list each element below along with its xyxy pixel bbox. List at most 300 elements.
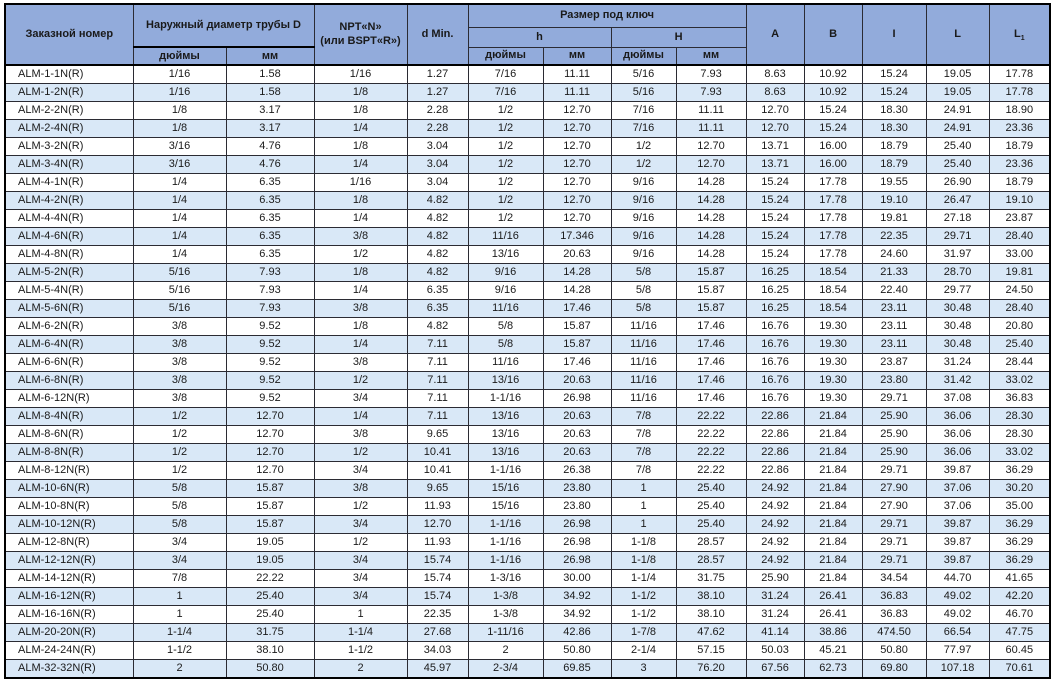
value-cell: 22.22 (676, 462, 746, 480)
value-cell: 1-1/16 (468, 516, 543, 534)
value-cell: 7.11 (407, 390, 468, 408)
value-cell: 3.17 (226, 120, 314, 138)
value-cell: 7.93 (676, 84, 746, 102)
order-number-cell: ALM-10-6N(R) (5, 480, 133, 498)
value-cell: 1/2 (133, 444, 226, 462)
value-cell: 31.97 (926, 246, 989, 264)
value-cell: 13/16 (468, 426, 543, 444)
value-cell: 1/4 (314, 210, 407, 228)
value-cell: 34.92 (543, 588, 611, 606)
value-cell: 21.84 (804, 426, 862, 444)
value-cell: 5/8 (468, 318, 543, 336)
table-row (5, 552, 1050, 570)
value-cell: 36.83 (862, 606, 926, 624)
value-cell: 5/8 (611, 300, 676, 318)
value-cell: 16.76 (746, 372, 804, 390)
value-cell: 22.22 (226, 570, 314, 588)
value-cell: 1/2 (611, 138, 676, 156)
value-cell: 1/4 (133, 174, 226, 192)
value-cell: 38.86 (804, 624, 862, 642)
value-cell: 17.46 (543, 354, 611, 372)
value-cell: 21.84 (804, 408, 862, 426)
value-cell: 3/8 (314, 228, 407, 246)
value-cell: 3/8 (133, 354, 226, 372)
table-row (5, 65, 1050, 84)
value-cell: 18.90 (989, 102, 1050, 120)
value-cell: 10.41 (407, 462, 468, 480)
table-row (5, 660, 1050, 679)
value-cell: 46.70 (989, 606, 1050, 624)
value-cell: 5/16 (611, 84, 676, 102)
order-number-cell: ALM-16-12N(R) (5, 588, 133, 606)
order-number-cell: ALM-6-8N(R) (5, 372, 133, 390)
value-cell: 7/16 (611, 102, 676, 120)
value-cell: 6.35 (407, 300, 468, 318)
value-cell: 29.71 (862, 462, 926, 480)
value-cell: 13/16 (468, 408, 543, 426)
value-cell: 22.86 (746, 462, 804, 480)
value-cell: 1/2 (468, 138, 543, 156)
value-cell: 1/8 (133, 120, 226, 138)
table-row (5, 138, 1050, 156)
value-cell: 1 (314, 606, 407, 624)
value-cell: 11.11 (543, 65, 611, 84)
value-cell: 15.24 (746, 192, 804, 210)
value-cell: 22.86 (746, 408, 804, 426)
value-cell: 24.91 (926, 120, 989, 138)
value-cell: 21.84 (804, 570, 862, 588)
table-row (5, 444, 1050, 462)
value-cell: 30.48 (926, 300, 989, 318)
header-outer-diameter: Наружный диаметр трубы D (133, 4, 314, 47)
value-cell: 38.10 (676, 606, 746, 624)
value-cell: 30.00 (543, 570, 611, 588)
value-cell: 19.55 (862, 174, 926, 192)
value-cell: 16.00 (804, 138, 862, 156)
value-cell: 12.70 (543, 192, 611, 210)
value-cell: 1/2 (468, 102, 543, 120)
value-cell: 27.18 (926, 210, 989, 228)
value-cell: 17.46 (676, 372, 746, 390)
value-cell: 7.93 (226, 282, 314, 300)
value-cell: 11.11 (543, 84, 611, 102)
table-row (5, 408, 1050, 426)
table-row (5, 606, 1050, 624)
header-col-a: A (746, 4, 804, 65)
value-cell: 10.92 (804, 65, 862, 84)
table-header (5, 4, 1050, 65)
value-cell: 49.02 (926, 606, 989, 624)
value-cell: 19.05 (926, 65, 989, 84)
value-cell: 25.40 (926, 156, 989, 174)
value-cell: 1/16 (314, 174, 407, 192)
order-number-cell: ALM-8-6N(R) (5, 426, 133, 444)
value-cell: 11/16 (611, 336, 676, 354)
value-cell: 1-7/8 (611, 624, 676, 642)
value-cell: 21.84 (804, 552, 862, 570)
value-cell: 36.06 (926, 408, 989, 426)
value-cell: 42.20 (989, 588, 1050, 606)
value-cell: 20.63 (543, 444, 611, 462)
value-cell: 10.41 (407, 444, 468, 462)
value-cell: 15/16 (468, 480, 543, 498)
value-cell: 24.92 (746, 480, 804, 498)
header-hbig-inches: дюймы (611, 47, 676, 65)
value-cell: 18.54 (804, 264, 862, 282)
value-cell: 30.48 (926, 318, 989, 336)
value-cell: 33.02 (989, 372, 1050, 390)
value-cell: 12.70 (746, 120, 804, 138)
fittings-dimension-table-container (4, 3, 1051, 679)
value-cell: 11.93 (407, 498, 468, 516)
value-cell: 1/2 (314, 246, 407, 264)
value-cell: 36.29 (989, 516, 1050, 534)
table-row (5, 84, 1050, 102)
value-cell: 1/2 (133, 408, 226, 426)
value-cell: 11/16 (611, 318, 676, 336)
value-cell: 1 (133, 588, 226, 606)
value-cell: 19.30 (804, 318, 862, 336)
order-number-cell: ALM-4-1N(R) (5, 174, 133, 192)
value-cell: 12.70 (543, 120, 611, 138)
value-cell: 1/8 (314, 84, 407, 102)
value-cell: 16.76 (746, 390, 804, 408)
value-cell: 16.76 (746, 336, 804, 354)
value-cell: 15.87 (676, 264, 746, 282)
value-cell: 17.346 (543, 228, 611, 246)
value-cell: 1/16 (314, 65, 407, 84)
table-row (5, 174, 1050, 192)
value-cell: 3/8 (314, 480, 407, 498)
header-d-mm: мм (226, 47, 314, 65)
value-cell: 15.24 (862, 84, 926, 102)
value-cell: 4.82 (407, 246, 468, 264)
value-cell: 5/8 (133, 480, 226, 498)
value-cell: 5/16 (133, 300, 226, 318)
value-cell: 21.84 (804, 516, 862, 534)
value-cell: 17.78 (804, 192, 862, 210)
value-cell: 7/16 (611, 120, 676, 138)
value-cell: 1/2 (468, 156, 543, 174)
value-cell: 36.06 (926, 426, 989, 444)
order-number-cell: ALM-10-8N(R) (5, 498, 133, 516)
value-cell: 57.15 (676, 642, 746, 660)
value-cell: 3/4 (314, 588, 407, 606)
value-cell: 26.90 (926, 174, 989, 192)
value-cell: 12.70 (543, 102, 611, 120)
value-cell: 3.04 (407, 174, 468, 192)
value-cell: 38.10 (676, 588, 746, 606)
value-cell: 24.92 (746, 516, 804, 534)
value-cell: 7/8 (611, 426, 676, 444)
value-cell: 62.73 (804, 660, 862, 679)
value-cell: 1-1/2 (611, 606, 676, 624)
header-col-l1 (989, 4, 1050, 65)
value-cell: 36.83 (862, 588, 926, 606)
value-cell: 28.40 (989, 300, 1050, 318)
value-cell: 6.35 (226, 246, 314, 264)
order-number-cell: ALM-6-6N(R) (5, 354, 133, 372)
value-cell: 5/16 (611, 65, 676, 84)
order-number-cell: ALM-4-2N(R) (5, 192, 133, 210)
value-cell: 21.84 (804, 498, 862, 516)
value-cell: 1-1/4 (133, 624, 226, 642)
value-cell: 1.58 (226, 65, 314, 84)
value-cell: 12.70 (226, 462, 314, 480)
value-cell: 7/8 (611, 444, 676, 462)
value-cell: 2 (468, 642, 543, 660)
value-cell: 14.28 (676, 192, 746, 210)
value-cell: 18.79 (989, 138, 1050, 156)
value-cell: 23.36 (989, 156, 1050, 174)
value-cell: 19.05 (926, 84, 989, 102)
value-cell: 31.75 (226, 624, 314, 642)
header-col-l1-subscript: 1 (1020, 35, 1025, 43)
value-cell: 6.35 (226, 228, 314, 246)
order-number-cell: ALM-16-16N(R) (5, 606, 133, 624)
table-row (5, 498, 1050, 516)
order-number-cell: ALM-32-32N(R) (5, 660, 133, 679)
value-cell: 2-1/4 (611, 642, 676, 660)
value-cell: 4.82 (407, 318, 468, 336)
value-cell: 14.28 (676, 210, 746, 228)
value-cell: 31.24 (926, 354, 989, 372)
header-npt (314, 4, 407, 65)
value-cell: 31.24 (746, 606, 804, 624)
value-cell: 41.14 (746, 624, 804, 642)
value-cell: 15.87 (226, 498, 314, 516)
value-cell: 17.46 (676, 318, 746, 336)
value-cell: 21.84 (804, 480, 862, 498)
order-number-cell: ALM-14-12N(R) (5, 570, 133, 588)
value-cell: 19.10 (862, 192, 926, 210)
value-cell: 21.33 (862, 264, 926, 282)
value-cell: 15.87 (676, 282, 746, 300)
value-cell: 1/4 (314, 282, 407, 300)
value-cell: 25.40 (226, 588, 314, 606)
value-cell: 20.63 (543, 408, 611, 426)
value-cell: 25.40 (926, 138, 989, 156)
value-cell: 37.08 (926, 390, 989, 408)
value-cell: 4.82 (407, 228, 468, 246)
value-cell: 26.98 (543, 534, 611, 552)
value-cell: 24.92 (746, 552, 804, 570)
order-number-cell: ALM-1-2N(R) (5, 84, 133, 102)
value-cell: 7.11 (407, 354, 468, 372)
value-cell: 12.70 (676, 156, 746, 174)
value-cell: 15.24 (746, 174, 804, 192)
value-cell: 1-1/2 (133, 642, 226, 660)
table-row (5, 462, 1050, 480)
value-cell: 1/4 (133, 228, 226, 246)
header-order-number: Заказной номер (5, 4, 133, 65)
value-cell: 42.86 (543, 624, 611, 642)
value-cell: 29.77 (926, 282, 989, 300)
value-cell: 17.46 (676, 354, 746, 372)
value-cell: 3 (611, 660, 676, 679)
value-cell: 18.30 (862, 102, 926, 120)
value-cell: 26.47 (926, 192, 989, 210)
table-row (5, 336, 1050, 354)
value-cell: 26.41 (804, 588, 862, 606)
order-number-cell: ALM-8-4N(R) (5, 408, 133, 426)
value-cell: 17.46 (543, 300, 611, 318)
value-cell: 22.86 (746, 426, 804, 444)
value-cell: 14.28 (676, 174, 746, 192)
value-cell: 11/16 (611, 390, 676, 408)
value-cell: 25.40 (676, 516, 746, 534)
value-cell: 49.02 (926, 588, 989, 606)
value-cell: 3/8 (314, 426, 407, 444)
value-cell: 9/16 (611, 174, 676, 192)
order-number-cell: ALM-8-8N(R) (5, 444, 133, 462)
value-cell: 19.30 (804, 372, 862, 390)
value-cell: 1/8 (133, 102, 226, 120)
value-cell: 27.68 (407, 624, 468, 642)
value-cell: 50.80 (543, 642, 611, 660)
header-col-l1-base: L (1013, 28, 1021, 41)
value-cell: 36.06 (926, 444, 989, 462)
value-cell: 47.75 (989, 624, 1050, 642)
order-number-cell: ALM-4-8N(R) (5, 246, 133, 264)
value-cell: 9/16 (468, 264, 543, 282)
value-cell: 1-3/16 (468, 570, 543, 588)
value-cell: 25.90 (862, 426, 926, 444)
header-h-mm: мм (543, 47, 611, 65)
value-cell: 1.58 (226, 84, 314, 102)
value-cell: 22.22 (676, 444, 746, 462)
order-number-cell: ALM-12-8N(R) (5, 534, 133, 552)
value-cell: 4.82 (407, 210, 468, 228)
value-cell: 4.82 (407, 192, 468, 210)
header-wrench-size: Размер под ключ (468, 4, 746, 27)
value-cell: 50.80 (862, 642, 926, 660)
value-cell: 11/16 (611, 372, 676, 390)
value-cell: 3.04 (407, 138, 468, 156)
table-row (5, 354, 1050, 372)
table-row (5, 246, 1050, 264)
value-cell: 11.93 (407, 534, 468, 552)
order-number-cell: ALM-8-12N(R) (5, 462, 133, 480)
value-cell: 26.98 (543, 516, 611, 534)
value-cell: 19.30 (804, 354, 862, 372)
value-cell: 3/16 (133, 156, 226, 174)
table-row (5, 516, 1050, 534)
value-cell: 28.40 (989, 228, 1050, 246)
table-row (5, 426, 1050, 444)
value-cell: 20.63 (543, 372, 611, 390)
value-cell: 16.25 (746, 282, 804, 300)
value-cell: 18.79 (989, 174, 1050, 192)
value-cell: 41.65 (989, 570, 1050, 588)
value-cell: 3/8 (133, 336, 226, 354)
value-cell: 11.11 (676, 120, 746, 138)
value-cell: 7.11 (407, 372, 468, 390)
value-cell: 5/16 (133, 264, 226, 282)
value-cell: 27.90 (862, 480, 926, 498)
value-cell: 25.90 (862, 444, 926, 462)
value-cell: 1-11/16 (468, 624, 543, 642)
value-cell: 7.93 (226, 264, 314, 282)
value-cell: 12.70 (676, 138, 746, 156)
value-cell: 3/4 (133, 534, 226, 552)
value-cell: 12.70 (226, 426, 314, 444)
value-cell: 1.27 (407, 84, 468, 102)
value-cell: 28.30 (989, 408, 1050, 426)
value-cell: 1/2 (611, 156, 676, 174)
value-cell: 15.24 (746, 210, 804, 228)
value-cell: 1/2 (468, 174, 543, 192)
table-row (5, 228, 1050, 246)
value-cell: 17.78 (804, 246, 862, 264)
value-cell: 11/16 (468, 228, 543, 246)
value-cell: 22.35 (407, 606, 468, 624)
value-cell: 1/4 (314, 408, 407, 426)
value-cell: 2 (314, 660, 407, 679)
value-cell: 33.02 (989, 444, 1050, 462)
value-cell: 1 (133, 606, 226, 624)
value-cell: 17.78 (804, 174, 862, 192)
value-cell: 16.25 (746, 300, 804, 318)
value-cell: 28.57 (676, 534, 746, 552)
value-cell: 7/16 (468, 65, 543, 84)
header-hbig-mm: мм (676, 47, 746, 65)
value-cell: 3/4 (314, 516, 407, 534)
value-cell: 1 (611, 480, 676, 498)
value-cell: 18.79 (862, 156, 926, 174)
value-cell: 15.74 (407, 570, 468, 588)
value-cell: 12.70 (226, 408, 314, 426)
value-cell: 7/8 (133, 570, 226, 588)
value-cell: 37.06 (926, 498, 989, 516)
value-cell: 1 (611, 498, 676, 516)
value-cell: 1/8 (314, 264, 407, 282)
value-cell: 7.93 (676, 65, 746, 84)
value-cell: 1/2 (468, 210, 543, 228)
value-cell: 12.70 (407, 516, 468, 534)
value-cell: 23.80 (543, 498, 611, 516)
table-row (5, 624, 1050, 642)
value-cell: 22.22 (676, 426, 746, 444)
value-cell: 1/2 (133, 462, 226, 480)
order-number-cell: ALM-5-2N(R) (5, 264, 133, 282)
value-cell: 474.50 (862, 624, 926, 642)
table-body (5, 65, 1050, 678)
value-cell: 14.28 (676, 246, 746, 264)
value-cell: 38.10 (226, 642, 314, 660)
value-cell: 69.85 (543, 660, 611, 679)
value-cell: 7.11 (407, 408, 468, 426)
value-cell: 24.50 (989, 282, 1050, 300)
value-cell: 16.25 (746, 264, 804, 282)
value-cell: 25.40 (676, 498, 746, 516)
value-cell: 28.44 (989, 354, 1050, 372)
value-cell: 15.74 (407, 552, 468, 570)
value-cell: 25.40 (226, 606, 314, 624)
value-cell: 15.24 (804, 102, 862, 120)
value-cell: 13/16 (468, 372, 543, 390)
value-cell: 45.21 (804, 642, 862, 660)
table-row (5, 372, 1050, 390)
value-cell: 14.28 (543, 282, 611, 300)
value-cell: 19.10 (989, 192, 1050, 210)
value-cell: 3.17 (226, 102, 314, 120)
value-cell: 1/4 (133, 246, 226, 264)
value-cell: 29.71 (862, 534, 926, 552)
value-cell: 1-1/4 (314, 624, 407, 642)
value-cell: 12.70 (226, 444, 314, 462)
value-cell: 17.78 (989, 65, 1050, 84)
